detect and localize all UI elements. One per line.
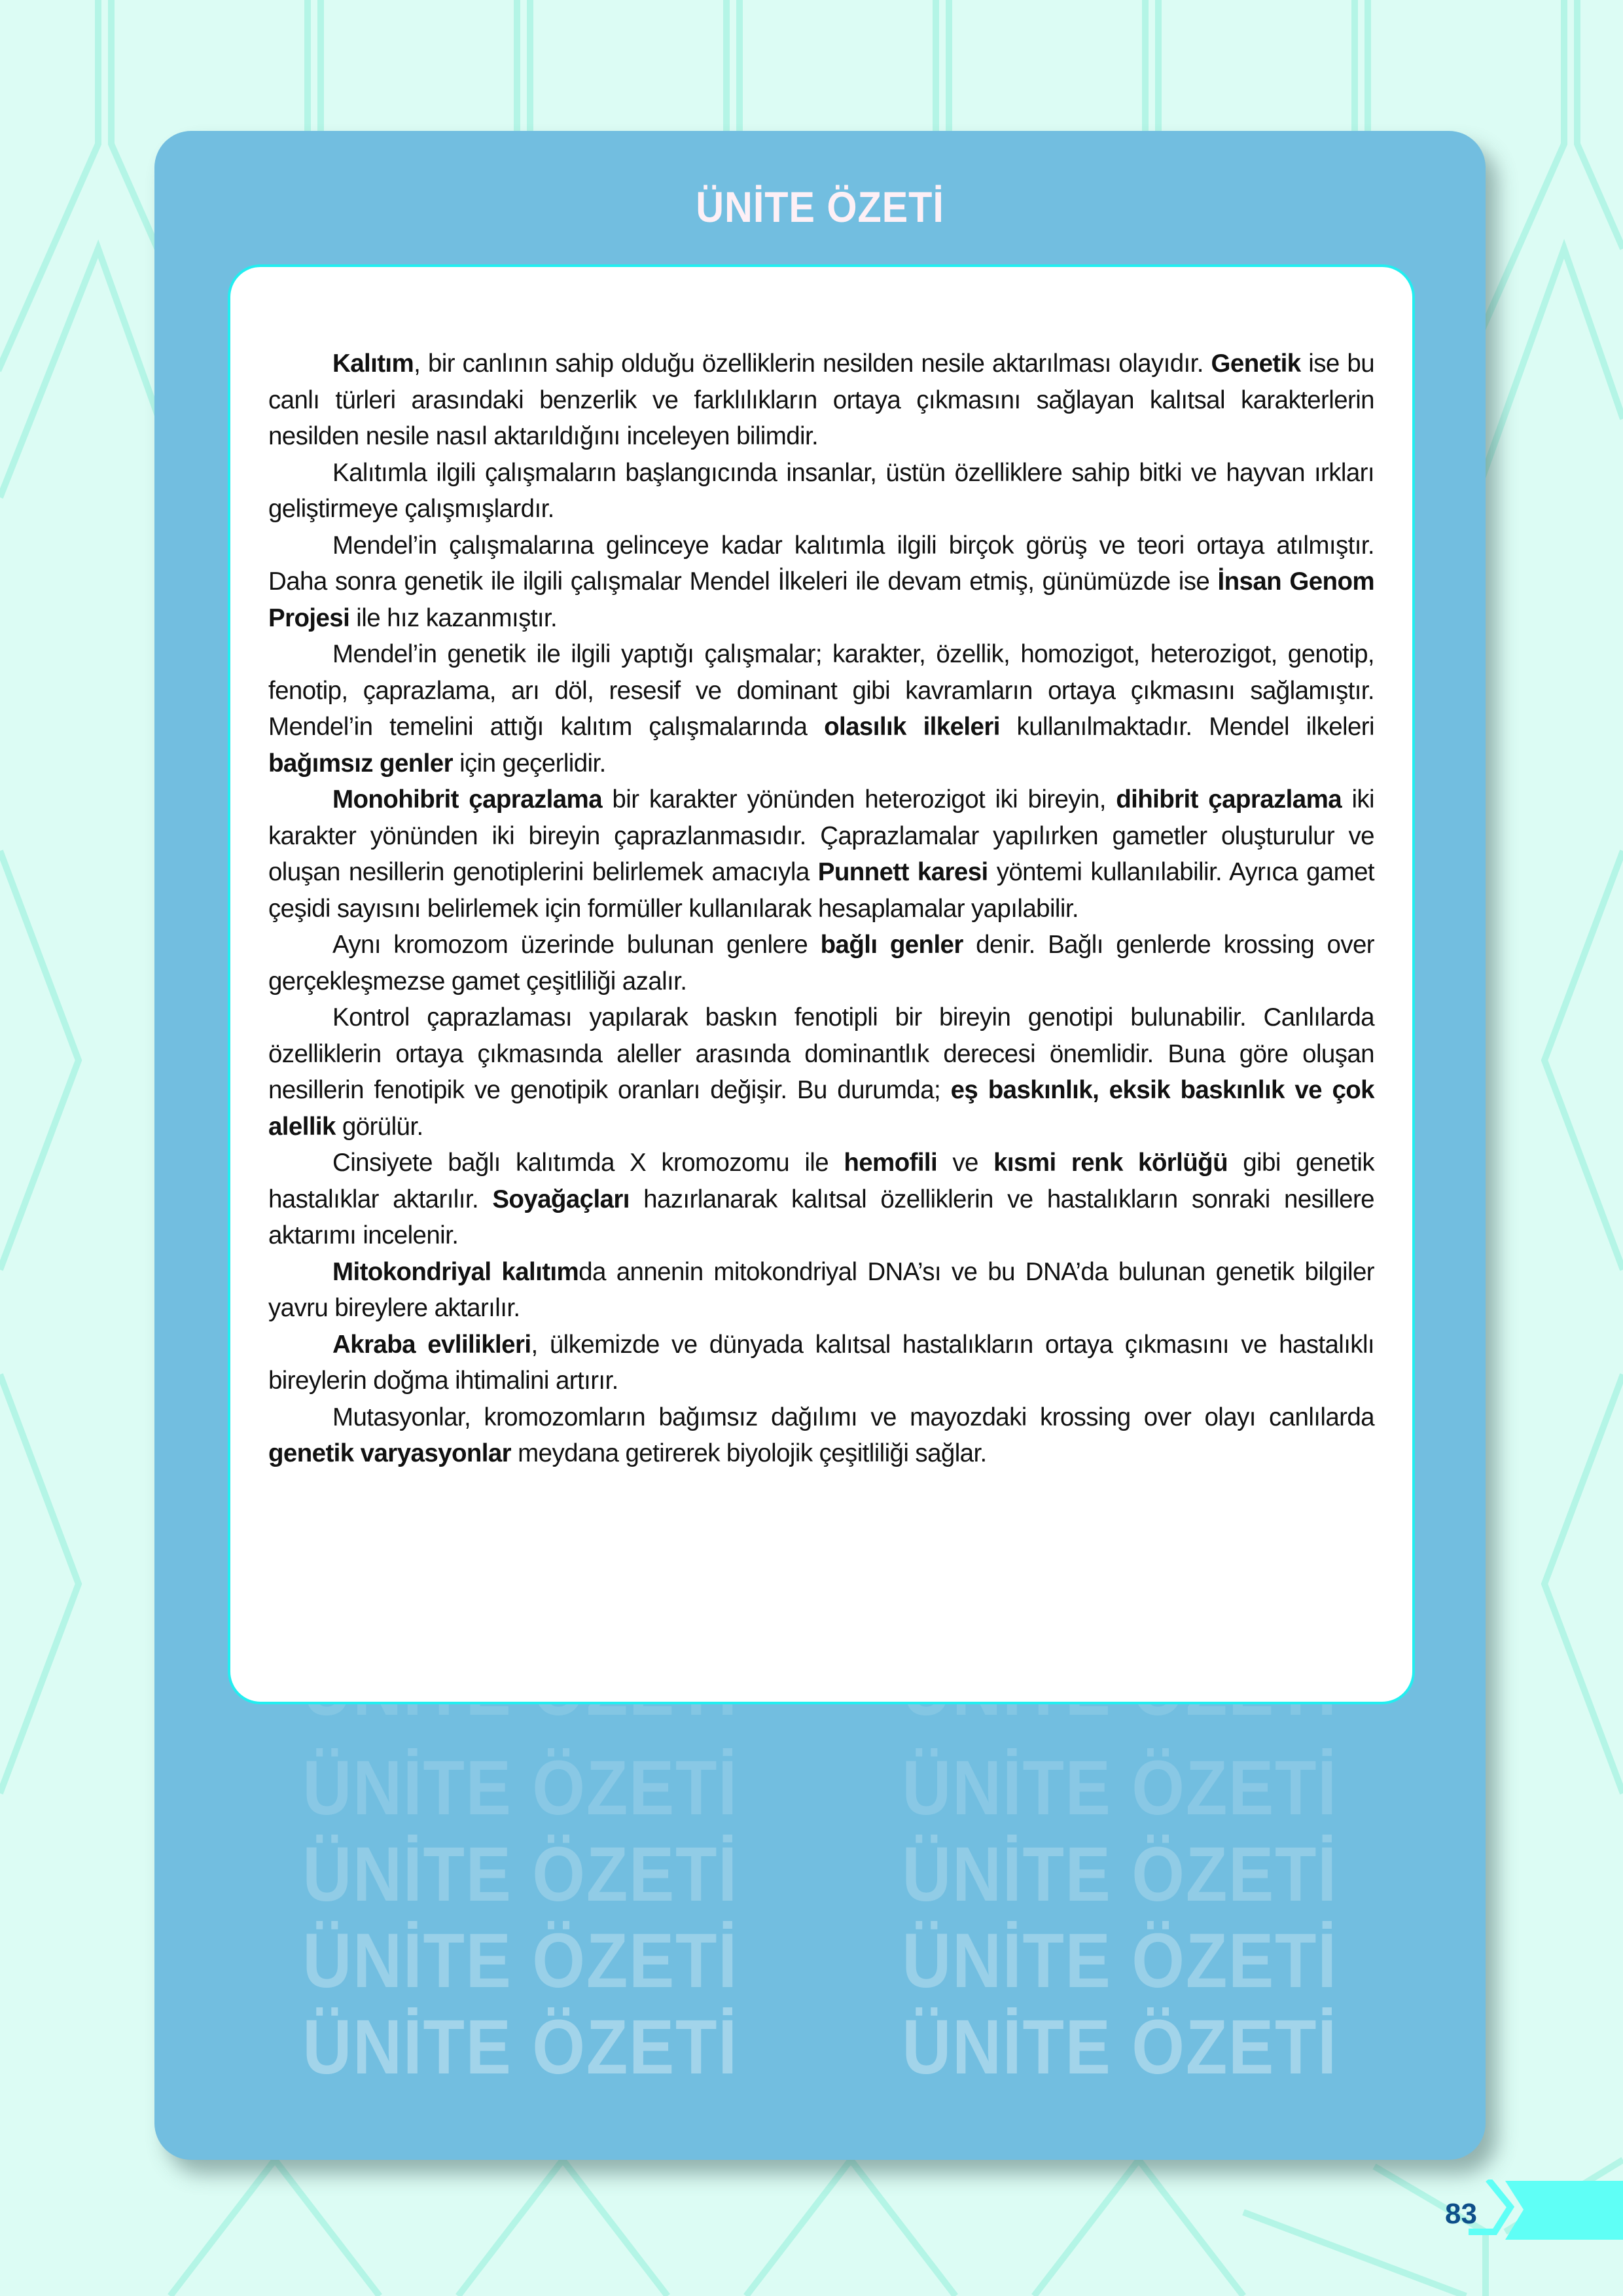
watermark-row	[154, 1830, 1486, 1916]
page-tab-arrow-icon	[1469, 2179, 1623, 2240]
text-run: Aynı kromozom üzerinde bulunan genlere	[332, 931, 821, 959]
bold-term: Monohibrit çaprazlama	[332, 785, 603, 814]
watermark-row	[154, 2003, 1486, 2089]
text-run: ile hız kazanmıştır.	[349, 603, 558, 632]
bold-term: Mitokondriyal kalıtım	[332, 1257, 579, 1286]
bold-term: Akraba evlilikleri	[332, 1330, 531, 1359]
text-run: Mutasyonlar, kromozomların bağımsız dağılımı ve mayozdaki krossing over olayı canlılarda	[332, 1403, 1374, 1431]
bold-term: kısmi renk körlüğü	[993, 1149, 1228, 1177]
bold-term: genetik varyasyonlar	[268, 1439, 512, 1467]
text-run: Mendel’in çalışmalarına gelinceye kadar kalıtımla ilgili birçok görüş ve teori ortaya atılmıştır. Daha sonra genetik ile ilgili çalışmalar Mendel İlkeleri ile devam etmiş, günümüzde ise	[268, 531, 1374, 596]
bold-term: Soyağaçları	[492, 1185, 630, 1213]
summary-text-panel	[228, 264, 1415, 1704]
text-run: gibi genetik hastalıklar aktarılır.	[268, 1149, 1375, 1213]
paragraph	[268, 346, 1374, 455]
text-run: görülür.	[335, 1112, 423, 1141]
text-run: Cinsiyete bağlı kalıtımda X kromozomu ile	[332, 1149, 844, 1177]
watermark-text: ÜNİTE ÖZETİ	[302, 1918, 738, 2004]
bold-term: bağımsız genler	[268, 749, 453, 778]
paragraph	[268, 1399, 1374, 1472]
watermark-text: ÜNİTE ÖZETİ	[902, 1745, 1338, 1831]
text-run: hazırlanarak kalıtsal özelliklerin ve hastalıkların sonraki nesillere aktarımı incelenir.	[268, 1185, 1374, 1249]
text-run: kullanılmaktadır. Mendel ilkeleri	[999, 713, 1374, 741]
text-run: ve	[937, 1149, 994, 1177]
watermark-text: ÜNİTE ÖZETİ	[902, 2004, 1338, 2090]
text-run: denir. Bağlı genlerde krossing over gerçekleşmezse gamet çeşitliliği azalır.	[268, 931, 1375, 996]
text-run: Mendel’in genetik ile ilgili yaptığı çalışmalar; karakter, özellik, homozigot, heterozigot, genotip, fenotip, çaprazlama, arı döl, resesif ve dominant gibi kavramların ortaya çıkmasını sağlamıştır. Mendel’in temelini attığı kalıtım çalışmalarında	[268, 640, 1374, 741]
watermark-text: ÜNİTE ÖZETİ	[902, 1918, 1338, 2004]
paragraph	[268, 927, 1374, 999]
watermark-row	[154, 1916, 1486, 2003]
bold-term: Punnett karesi	[817, 858, 988, 886]
watermark-text: ÜNİTE ÖZETİ	[302, 1831, 738, 1918]
paragraph	[268, 636, 1374, 781]
text-run: ise bu canlı türleri arasındaki benzerlik ve farklılıkların ortaya çıkmasını sağlayan kalıtsal karakterlerin nesilden nesile nasıl aktarıldığını inceleyen bilimdir.	[268, 350, 1375, 450]
text-run: , ülkemizde ve dünyada kalıtsal hastalıkların ortaya çıkmasını ve hastalıklı bireylerin doğma ihtimalini artırır.	[268, 1330, 1375, 1395]
bold-term: bağlı genler	[820, 931, 963, 959]
paragraph	[268, 781, 1374, 927]
watermark-text: ÜNİTE ÖZETİ	[302, 1745, 738, 1831]
page-title: ÜNİTE ÖZETİ	[696, 183, 944, 231]
watermark-row	[154, 1744, 1486, 1830]
text-run: iki karakter yönünden iki bireyin çaprazlanmasıdır. Çaprazlamalar yapılırken gametler oluşturulur ve oluşan nesillerin genotiplerini belirlemek amacıyla	[268, 785, 1374, 886]
bold-term: Genetik	[1211, 350, 1301, 378]
paragraph	[268, 999, 1374, 1145]
paragraph	[268, 1254, 1374, 1327]
bold-term: Kalıtım	[332, 350, 414, 378]
text-run: Kalıtımla ilgili çalışmaların başlangıcında insanlar, üstün özelliklere sahip bitki ve hayvan ırkları geliştirmeye çalışmışlardır.	[268, 458, 1374, 523]
watermark-text: ÜNİTE ÖZETİ	[902, 1831, 1338, 1918]
unit-summary-card	[154, 131, 1486, 2160]
text-run: da annenin mitokondriyal DNA’sı ve bu DNA’da bulunan genetik bilgiler yavru bireylere aktarılır.	[268, 1257, 1374, 1322]
paragraph	[268, 1327, 1374, 1399]
text-run: meydana getirerek biyolojik çeşitliliği sağlar.	[511, 1439, 987, 1467]
bold-term: dihibrit çaprazlama	[1116, 785, 1342, 814]
text-run: , bir canlının sahip olduğu özelliklerin nesilden nesile aktarılması olayıdır.	[414, 350, 1211, 378]
paragraph	[268, 455, 1374, 528]
bold-term: olasılık ilkeleri	[824, 713, 1000, 741]
summary-text	[268, 346, 1374, 1472]
paragraph	[268, 528, 1374, 637]
bold-term: hemofili	[844, 1149, 938, 1177]
text-run: için geçerlidir.	[452, 749, 606, 778]
bold-term: eş baskınlık, eksik baskınlık ve çok alellik	[268, 1076, 1374, 1141]
paragraph	[268, 1145, 1374, 1254]
text-run: yöntemi kullanılabilir. Ayrıca gamet çeşidi sayısını belirlemek için formüller kullanılarak hesaplamalar yapılabilir.	[268, 858, 1374, 923]
watermark-text: ÜNİTE ÖZETİ	[302, 2004, 738, 2090]
page-number: 83	[1445, 2198, 1477, 2230]
bold-term: İnsan Genom Projesi	[268, 567, 1375, 632]
text-run: bir karakter yönünden heterozigot iki bireyin,	[602, 785, 1116, 814]
text-run: Kontrol çaprazlaması yapılarak baskın fenotipli bir bireyin genotipi bulunabilir. Canlılarda özelliklerin ortaya çıkmasında aleller arasında dominantlık derecesi önemlidir. Buna göre oluşan nesillerin fenotipik ve genotipik oranları değişir. Bu durumda;	[268, 1003, 1374, 1104]
